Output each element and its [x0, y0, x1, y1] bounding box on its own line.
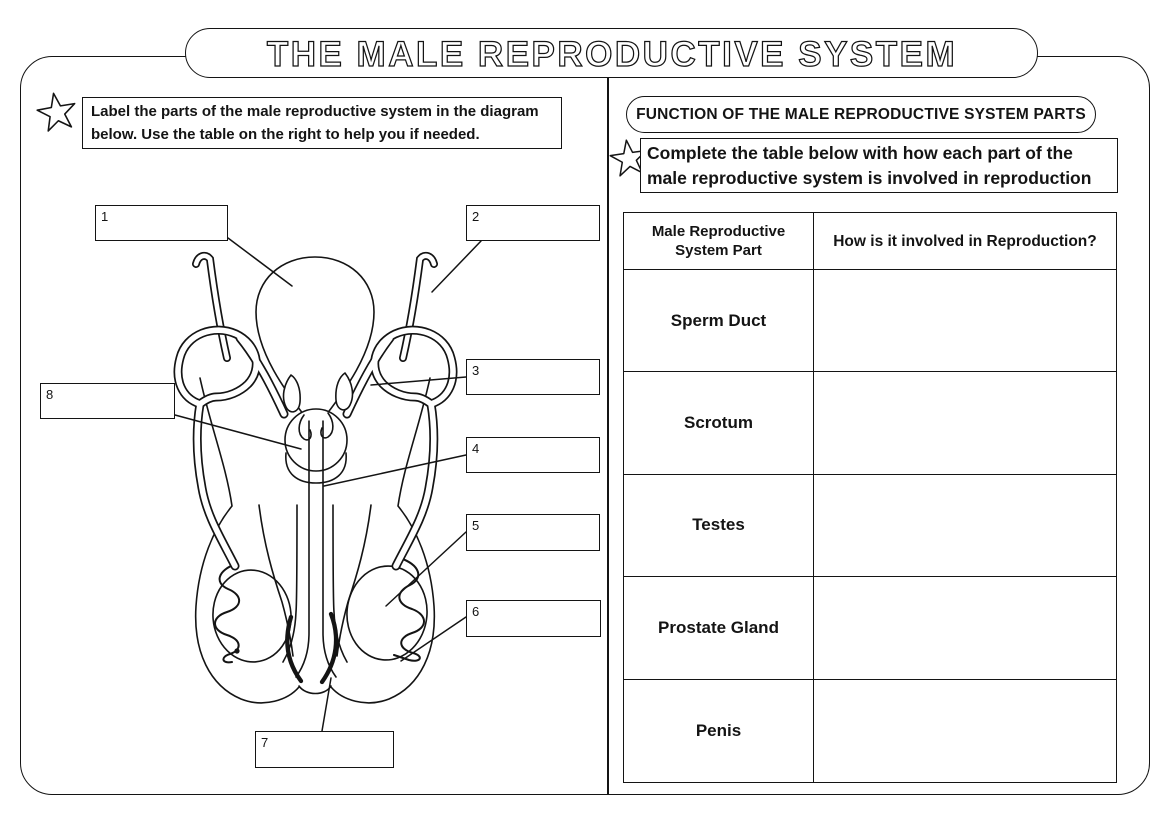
scrotum-outline-right — [331, 378, 434, 703]
part-cell-prostate-gland: Prostate Gland — [624, 577, 814, 679]
label-number: 7 — [261, 735, 269, 750]
seminal-vesicle-right — [336, 373, 353, 410]
answer-cell-prostate-gland[interactable] — [814, 577, 1116, 679]
part-cell-scrotum: Scrotum — [624, 372, 814, 474]
scrotum-outline-left — [196, 378, 299, 703]
seminal-vesicle-left — [284, 375, 301, 412]
table-instruction-text: Complete the table below with how each part of the male reproductive system is involved in reproduction — [647, 142, 1092, 188]
leader-line-2 — [432, 241, 481, 292]
part-cell-penis: Penis — [624, 680, 814, 782]
answer-cell-scrotum[interactable] — [814, 372, 1116, 474]
leader-line-1 — [228, 238, 292, 286]
label-box-8[interactable] — [40, 383, 175, 419]
scrotum-bottom-middle — [299, 686, 331, 694]
answer-cell-sperm-duct[interactable] — [814, 270, 1116, 372]
function-table — [623, 212, 1117, 783]
label-instruction-text: Label the parts of the male reproductive system in the diagram below. Use the table on the right to help you if needed. — [91, 103, 539, 143]
part-cell-testes: Testes — [624, 475, 814, 577]
answer-cell-testes[interactable] — [814, 475, 1116, 577]
part-cell-sperm-duct: Sperm Duct — [624, 270, 814, 372]
label-number: 5 — [472, 518, 480, 533]
label-box-5[interactable] — [466, 514, 600, 551]
label-number: 6 — [472, 604, 480, 619]
label-box-3[interactable] — [466, 359, 600, 395]
label-box-7[interactable] — [255, 731, 394, 768]
label-box-6[interactable] — [466, 600, 601, 637]
label-number: 3 — [472, 363, 480, 378]
label-box-2[interactable] — [466, 205, 600, 241]
label-box-4[interactable] — [466, 437, 600, 473]
testis-left — [209, 567, 295, 665]
page-title: THE MALE REPRODUCTIVE SYSTEM — [266, 35, 957, 74]
table-header-function: How is it involved in Reproduction? — [814, 213, 1116, 270]
inner-thigh-right — [337, 505, 371, 656]
label-number: 8 — [46, 387, 54, 402]
prostate-shape — [285, 409, 347, 471]
label-box-1[interactable] — [95, 205, 228, 241]
leader-line-7 — [322, 678, 331, 731]
label-number: 2 — [472, 209, 480, 224]
table-header-part: Male Reproductive System Part — [624, 213, 814, 270]
label-number: 4 — [472, 441, 480, 456]
label-number: 1 — [101, 209, 109, 224]
answer-cell-penis[interactable] — [814, 680, 1116, 782]
epididymis-left-tip — [234, 648, 239, 653]
function-section-header-text: FUNCTION OF THE MALE REPRODUCTIVE SYSTEM PARTS — [636, 105, 1086, 123]
